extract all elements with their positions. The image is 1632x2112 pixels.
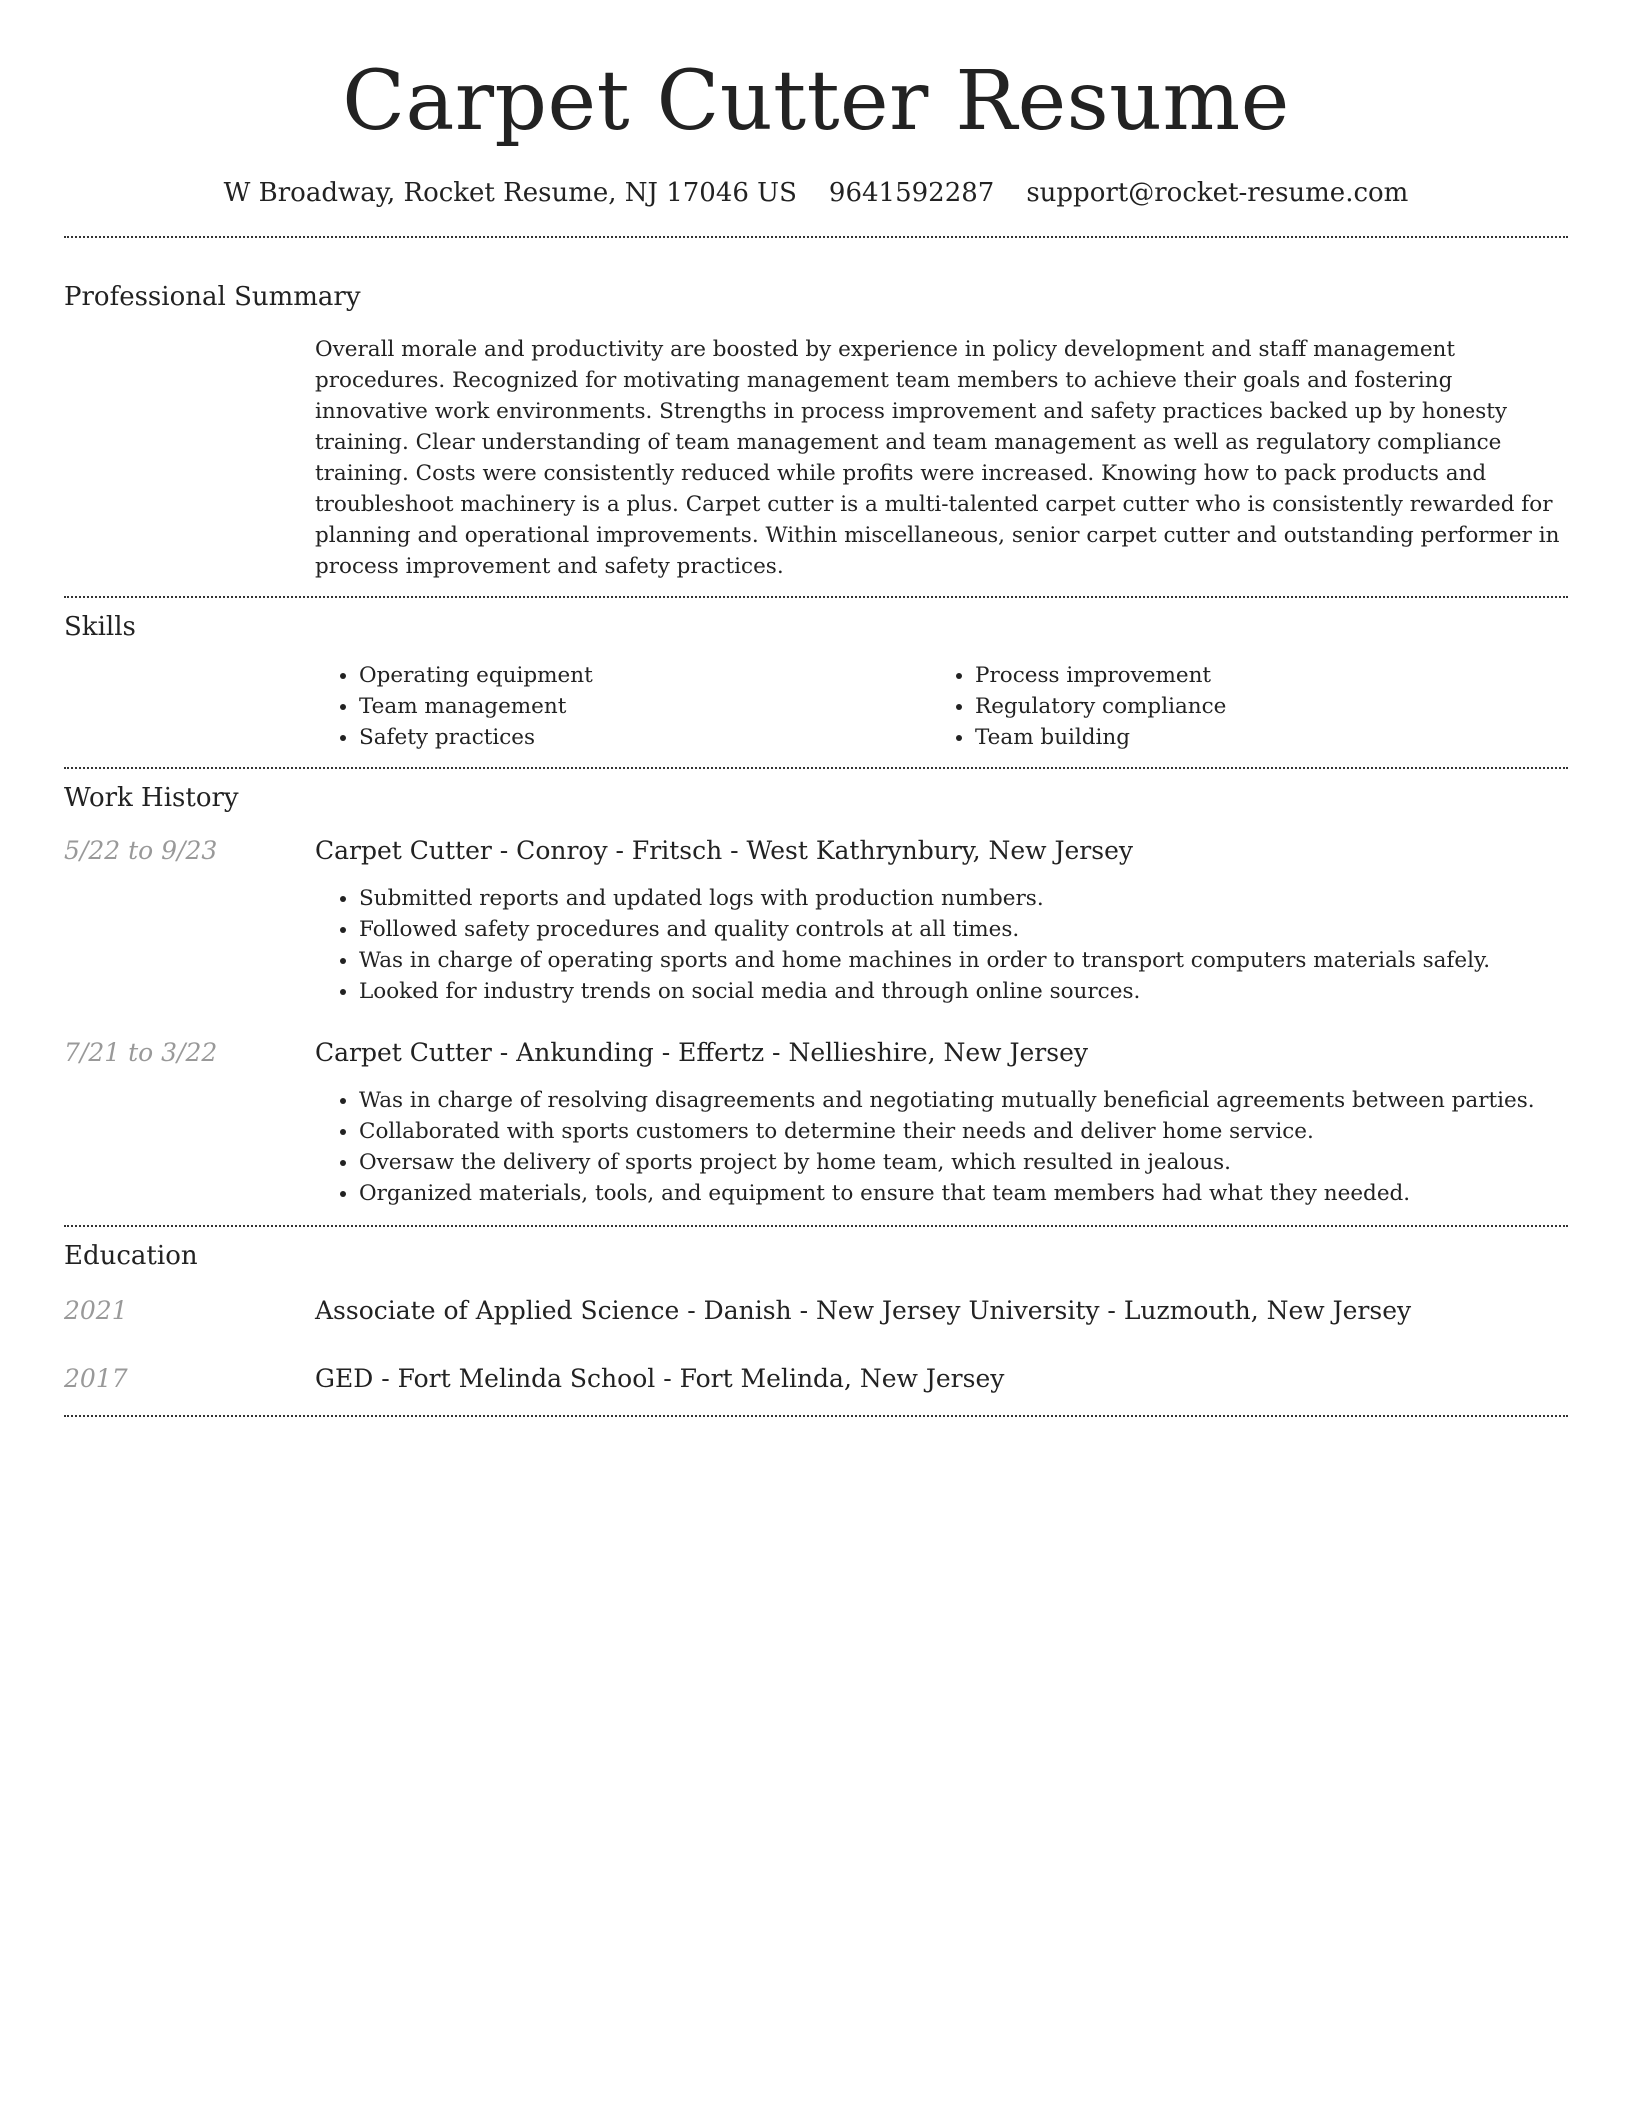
contact-email: support@rocket-resume.com [1026, 178, 1409, 208]
job-bullet: • Organized materials, tools, and equipment to ensure that team members had what they needed. [359, 1178, 1568, 1209]
job-entry [64, 1007, 1568, 1209]
job-bullets [315, 867, 1568, 1007]
work-history-section [0, 769, 1632, 1225]
skill-item: • Process improvement [975, 660, 1226, 691]
resume-title: Carpet Cutter Resume [342, 54, 1290, 149]
skills-list [315, 642, 1568, 767]
section-heading-work: Work History [64, 783, 239, 813]
section-heading-summary: Professional Summary [64, 282, 361, 312]
education-entry [64, 1271, 1568, 1327]
divider [64, 1415, 1568, 1417]
education-year: 2021 [64, 1296, 128, 1325]
job-body [315, 835, 1568, 1007]
skill-item: • Regulatory compliance [975, 691, 1226, 722]
job-dates: 5/22 to 9/23 [64, 836, 218, 865]
job-bullet: • Was in charge of resolving disagreements and negotiating mutually beneficial agreements between parties. [359, 1085, 1568, 1116]
job-bullets [315, 1069, 1568, 1209]
skill-item: • Team building [975, 722, 1226, 753]
skill-item: • Operating equipment [359, 660, 931, 691]
skill-item: • Team management [359, 691, 931, 722]
job-dates: 7/21 to 3/22 [64, 1038, 218, 1067]
education-title: GED - Fort Melinda School - Fort Melinda, New Jersey [315, 1364, 1005, 1393]
contact-address: W Broadway, Rocket Resume, NJ 17046 US [223, 178, 797, 208]
job-bullet: • Oversaw the delivery of sports project by home team, which resulted in jealous. [359, 1147, 1568, 1178]
job-title: Carpet Cutter - Conroy - Fritsch - West Kathrynbury, New Jersey [315, 836, 1134, 865]
job-bullet: • Looked for industry trends on social media and through online sources. [359, 976, 1568, 1007]
skills-section [0, 598, 1632, 767]
education-section [0, 1227, 1632, 1415]
job-bullet: • Followed safety procedures and quality controls at all times. [359, 914, 1568, 945]
education-title: Associate of Applied Science - Danish - New Jersey University - Luzmouth, New Jersey [315, 1296, 1412, 1325]
section-heading-education: Education [64, 1241, 198, 1271]
job-body [315, 1037, 1568, 1209]
skills-column-right [931, 660, 1226, 753]
resume-header [0, 0, 1632, 208]
summary-text: Overall morale and productivity are boosted by experience in policy development and staff management procedures. Recognized for motivating management team members to achieve their goals and fostering innovative work environments. Strengths in process improvement and safety practices backed up by honesty training. Clear understanding of team management and team management as well as regulatory compliance training. Costs were consistently reduced while profits were increased. Knowing how to pack products and troubleshoot machinery is a plus. Carpet cutter is a multi-talented carpet cutter who is consistently rewarded for planning and operational improvements. Within miscellaneous, senior carpet cutter and outstanding performer in process improvement and safety practices. [315, 337, 1560, 579]
education-entry [64, 1327, 1568, 1395]
job-title: Carpet Cutter - Ankunding - Effertz - Nellieshire, New Jersey [315, 1038, 1088, 1067]
job-bullet: • Submitted reports and updated logs with production numbers. [359, 883, 1568, 914]
job-entry [64, 813, 1568, 1007]
job-bullet: • Was in charge of operating sports and home machines in order to transport computers materials safely. [359, 945, 1568, 976]
skills-column-left [315, 660, 931, 753]
skill-item: • Safety practices [359, 722, 931, 753]
section-heading-skills: Skills [64, 612, 136, 642]
contact-phone: 9641592287 [828, 178, 995, 208]
summary-section [0, 238, 1632, 596]
contact-line [0, 178, 1632, 208]
job-bullet: • Collaborated with sports customers to determine their needs and deliver home service. [359, 1116, 1568, 1147]
education-year: 2017 [64, 1364, 128, 1393]
